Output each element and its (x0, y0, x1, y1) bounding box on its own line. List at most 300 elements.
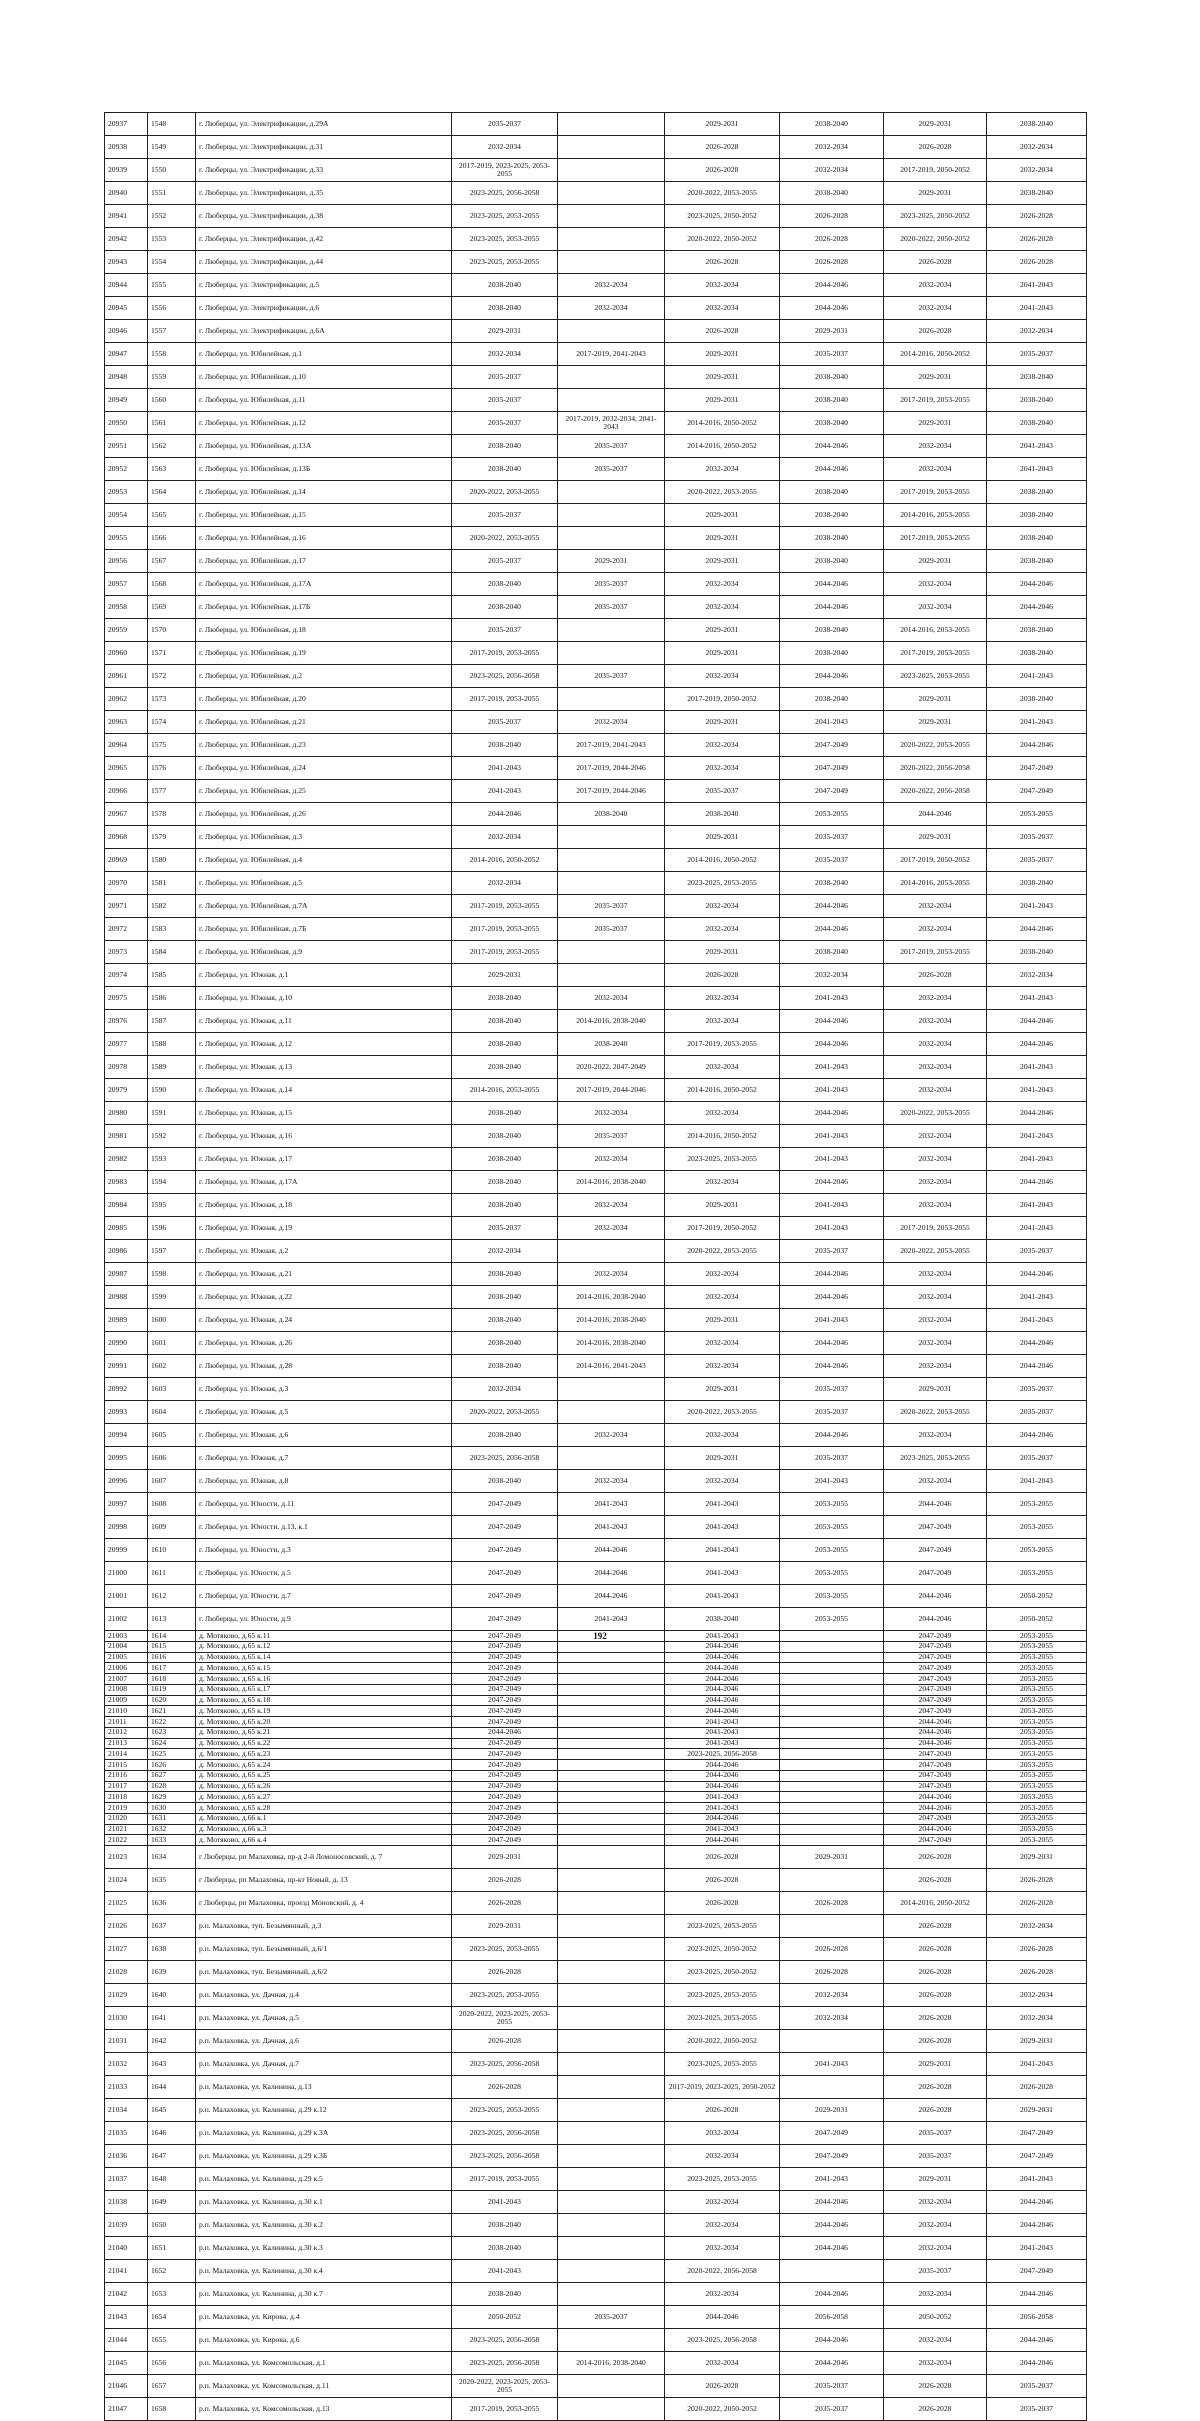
work-period-cell-1: 2047-2049 (452, 1738, 558, 1749)
work-period-cell-1: 2044-2046 (452, 1727, 558, 1738)
row-number-cell: 20993 (105, 1401, 148, 1424)
object-number-cell: 1612 (148, 1585, 196, 1608)
row-number-cell: 21024 (105, 1869, 148, 1892)
row-number-cell: 20970 (105, 872, 148, 895)
row-number-cell: 20982 (105, 1148, 148, 1171)
address-cell: г. Люберцы, ул. Южная, д.28 (196, 1355, 452, 1378)
address-cell: д. Мотяково, д.65 к.23 (196, 1749, 452, 1760)
work-period-cell-2: 2032-2034 (558, 1424, 665, 1447)
object-number-cell: 1563 (148, 458, 196, 481)
table-row (105, 1641, 1087, 1652)
work-period-cell-2 (558, 2168, 665, 2191)
work-period-cell-5: 2047-2049 (884, 1813, 987, 1824)
work-period-cell-2 (558, 1447, 665, 1470)
work-period-cell-6: 2053-2055 (987, 1539, 1087, 1562)
address-cell: р.п. Малаховка, ул. Калинина, д.29 к.5 (196, 2168, 452, 2191)
work-period-cell-3: 2041-2043 (665, 1516, 780, 1539)
row-number-cell: 21008 (105, 1684, 148, 1695)
work-period-cell-1: 2017-2019, 2053-2055 (452, 2168, 558, 2191)
row-number-cell: 20952 (105, 458, 148, 481)
work-period-cell-5: 2032-2034 (884, 1194, 987, 1217)
row-number-cell: 20953 (105, 481, 148, 504)
work-period-cell-3: 2032-2034 (665, 918, 780, 941)
work-period-cell-3: 2023-2025, 2050-2052 (665, 205, 780, 228)
work-period-cell-2: 2020-2022, 2047-2049 (558, 1056, 665, 1079)
address-cell: г. Люберцы, ул. Юбилейная, д.4 (196, 849, 452, 872)
object-number-cell: 1578 (148, 803, 196, 826)
address-cell: д. Мотяково, д.65 к.24 (196, 1760, 452, 1771)
table-row (105, 1961, 1087, 1984)
address-cell: г. Люберцы, ул. Электрификации, д.5 (196, 274, 452, 297)
work-period-cell-1: 2026-2028 (452, 1892, 558, 1915)
address-cell: г. Люберцы, ул. Юбилейная, д.21 (196, 711, 452, 734)
work-period-cell-2: 2014-2016, 2038-2040 (558, 1010, 665, 1033)
work-period-cell-2 (558, 1869, 665, 1892)
work-period-cell-6: 2041-2043 (987, 711, 1087, 734)
table-row (105, 734, 1087, 757)
work-period-cell-5: 2032-2034 (884, 1263, 987, 1286)
row-number-cell: 20969 (105, 849, 148, 872)
row-number-cell: 21042 (105, 2283, 148, 2306)
row-number-cell: 20938 (105, 136, 148, 159)
address-cell: г. Люберцы, ул. Юбилейная, д.7Б (196, 918, 452, 941)
work-period-cell-5: 2020-2022, 2050-2052 (884, 228, 987, 251)
work-period-cell-4 (780, 1749, 884, 1760)
work-period-cell-2 (558, 1240, 665, 1263)
work-period-cell-5: 2026-2028 (884, 2398, 987, 2421)
table-row (105, 826, 1087, 849)
work-period-cell-2 (558, 1813, 665, 1824)
work-period-cell-1: 2038-2040 (452, 2283, 558, 2306)
address-cell: г. Люберцы, ул. Юности, д.13, к.1 (196, 1516, 452, 1539)
work-period-cell-3: 2044-2046 (665, 1652, 780, 1663)
work-period-cell-3: 2032-2034 (665, 2352, 780, 2375)
row-number-cell: 20973 (105, 941, 148, 964)
address-cell: г. Люберцы, ул. Юбилейная, д.2 (196, 665, 452, 688)
work-period-cell-3: 2032-2034 (665, 1424, 780, 1447)
address-cell: г. Люберцы, ул. Юбилейная, д.25 (196, 780, 452, 803)
address-cell: г. Люберцы, ул. Юбилейная, д.19 (196, 642, 452, 665)
object-number-cell: 1556 (148, 297, 196, 320)
work-period-cell-5: 2032-2034 (884, 1056, 987, 1079)
work-period-cell-3: 2041-2043 (665, 1562, 780, 1585)
work-period-cell-3: 2020-2022, 2050-2052 (665, 228, 780, 251)
table-row (105, 1562, 1087, 1585)
address-cell: г. Люберцы, ул. Юбилейная, д.18 (196, 619, 452, 642)
work-period-cell-4: 2044-2046 (780, 665, 884, 688)
object-number-cell: 1593 (148, 1148, 196, 1171)
work-period-cell-1: 2047-2049 (452, 1792, 558, 1803)
table-row (105, 688, 1087, 711)
row-number-cell: 21026 (105, 1915, 148, 1938)
object-number-cell: 1586 (148, 987, 196, 1010)
address-cell: р.п. Малаховка, ул. Комсомольская, д.1 (196, 2352, 452, 2375)
object-number-cell: 1638 (148, 1938, 196, 1961)
address-cell: г. Люберцы, ул. Юности, д.5 (196, 1562, 452, 1585)
work-period-cell-6: 2041-2043 (987, 987, 1087, 1010)
address-cell: г. Люберцы, ул. Южная, д.3 (196, 1378, 452, 1401)
address-cell: г. Люберцы, ул. Юбилейная, д.26 (196, 803, 452, 826)
table-row (105, 2283, 1087, 2306)
object-number-cell: 1650 (148, 2214, 196, 2237)
table-row (105, 1447, 1087, 1470)
work-period-cell-1: 2035-2037 (452, 550, 558, 573)
address-cell: д. Мотяково, д.65 к.22 (196, 1738, 452, 1749)
work-period-cell-1: 2032-2034 (452, 872, 558, 895)
work-period-cell-5: 2017-2019, 2053-2055 (884, 642, 987, 665)
work-period-cell-4: 2044-2046 (780, 596, 884, 619)
work-period-cell-3: 2020-2022, 2053-2055 (665, 1240, 780, 1263)
work-period-cell-1: 2020-2022, 2053-2055 (452, 527, 558, 550)
address-cell: д. Мотяково, д.65 к.16 (196, 1674, 452, 1685)
address-cell: г. Люберцы, ул. Южная, д.17А (196, 1171, 452, 1194)
work-period-cell-4 (780, 1813, 884, 1824)
table-row (105, 2398, 1087, 2421)
table-row (105, 1516, 1087, 1539)
work-period-cell-6: 2041-2043 (987, 1125, 1087, 1148)
work-period-cell-6: 2044-2046 (987, 2283, 1087, 2306)
work-period-cell-5: 2032-2034 (884, 1355, 987, 1378)
work-period-cell-4 (780, 1835, 884, 1846)
work-period-cell-6: 2035-2037 (987, 1401, 1087, 1424)
address-cell: р.п. Малаховка, ул. Калинина, д.30 к.1 (196, 2191, 452, 2214)
row-number-cell: 20944 (105, 274, 148, 297)
object-number-cell: 1562 (148, 435, 196, 458)
work-period-cell-1: 2029-2031 (452, 964, 558, 987)
work-period-cell-3: 2029-2031 (665, 642, 780, 665)
work-period-cell-4: 2044-2046 (780, 2283, 884, 2306)
work-period-cell-6: 2053-2055 (987, 1749, 1087, 1760)
work-period-cell-5: 2032-2034 (884, 596, 987, 619)
work-period-cell-4: 2041-2043 (780, 987, 884, 1010)
object-number-cell: 1597 (148, 1240, 196, 1263)
work-period-cell-6: 2041-2043 (987, 665, 1087, 688)
work-period-cell-3: 2023-2025, 2053-2055 (665, 1915, 780, 1938)
table-row (105, 1194, 1087, 1217)
work-period-cell-3: 2023-2025, 2050-2052 (665, 1961, 780, 1984)
work-period-cell-3: 2032-2034 (665, 1056, 780, 1079)
work-period-cell-6: 2041-2043 (987, 895, 1087, 918)
table-row (105, 1493, 1087, 1516)
work-period-cell-3: 2017-2019, 2050-2052 (665, 688, 780, 711)
work-period-cell-6: 2044-2046 (987, 596, 1087, 619)
address-cell: г. Люберцы, ул. Южная, д.24 (196, 1309, 452, 1332)
table-row (105, 1738, 1087, 1749)
object-number-cell: 1658 (148, 2398, 196, 2421)
work-period-cell-4: 2038-2040 (780, 389, 884, 412)
table-row (105, 159, 1087, 182)
table-row (105, 458, 1087, 481)
work-period-cell-2 (558, 1781, 665, 1792)
work-period-cell-5: 2035-2037 (884, 2145, 987, 2168)
address-cell: г. Люберцы, ул. Южная, д.1 (196, 964, 452, 987)
row-number-cell: 20950 (105, 412, 148, 435)
work-period-cell-4: 2053-2055 (780, 1608, 884, 1631)
address-cell: г. Люберцы, ул. Южная, д.14 (196, 1079, 452, 1102)
address-cell: г. Люберцы, ул. Южная, д.21 (196, 1263, 452, 1286)
work-period-cell-3: 2017-2019, 2050-2052 (665, 1217, 780, 1240)
work-period-cell-3: 2014-2016, 2050-2052 (665, 1125, 780, 1148)
work-period-cell-5: 2044-2046 (884, 1803, 987, 1814)
work-period-cell-1: 2038-2040 (452, 1355, 558, 1378)
work-period-cell-3: 2029-2031 (665, 113, 780, 136)
table-row (105, 1286, 1087, 1309)
address-cell: г. Люберцы, ул. Юности, д.3 (196, 1539, 452, 1562)
work-period-cell-4: 2035-2037 (780, 1447, 884, 1470)
work-period-cell-2: 2017-2019, 2044-2046 (558, 780, 665, 803)
work-period-cell-6: 2041-2043 (987, 1194, 1087, 1217)
object-number-cell: 1655 (148, 2329, 196, 2352)
work-period-cell-4: 2047-2049 (780, 2122, 884, 2145)
work-period-cell-4: 2044-2046 (780, 573, 884, 596)
table-row (105, 2375, 1087, 2398)
work-period-cell-5: 2026-2028 (884, 964, 987, 987)
row-number-cell: 21013 (105, 1738, 148, 1749)
work-period-cell-6: 2026-2028 (987, 251, 1087, 274)
work-period-cell-1: 2017-2019, 2053-2055 (452, 895, 558, 918)
work-period-cell-3: 2023-2025, 2056-2058 (665, 2329, 780, 2352)
work-period-cell-6: 2038-2040 (987, 412, 1087, 435)
work-period-cell-2 (558, 251, 665, 274)
work-period-cell-5: 2026-2028 (884, 251, 987, 274)
work-period-cell-2 (558, 527, 665, 550)
row-number-cell: 20957 (105, 573, 148, 596)
work-period-cell-4: 2038-2040 (780, 481, 884, 504)
work-period-cell-1: 2038-2040 (452, 1102, 558, 1125)
work-period-cell-2: 2032-2034 (558, 1217, 665, 1240)
work-period-cell-4 (780, 1803, 884, 1814)
row-number-cell: 21031 (105, 2030, 148, 2053)
work-period-cell-6: 2053-2055 (987, 1684, 1087, 1695)
work-period-cell-3: 2044-2046 (665, 1835, 780, 1846)
work-period-cell-5: 2032-2034 (884, 895, 987, 918)
work-period-cell-4: 2053-2055 (780, 1562, 884, 1585)
work-period-cell-5: 2020-2022, 2053-2055 (884, 1401, 987, 1424)
table-row (105, 1706, 1087, 1717)
work-period-cell-5: 2014-2016, 2053-2055 (884, 504, 987, 527)
work-period-cell-3: 2044-2046 (665, 1781, 780, 1792)
row-number-cell: 20972 (105, 918, 148, 941)
work-period-cell-4: 2047-2049 (780, 757, 884, 780)
address-cell: г. Люберцы, ул. Южная, д.7 (196, 1447, 452, 1470)
work-period-cell-5: 2017-2019, 2053-2055 (884, 527, 987, 550)
work-period-cell-2: 2032-2034 (558, 987, 665, 1010)
work-period-cell-6: 2044-2046 (987, 1424, 1087, 1447)
work-period-cell-2: 2032-2034 (558, 1148, 665, 1171)
work-period-cell-6: 2035-2037 (987, 849, 1087, 872)
address-cell: р.п. Малаховка, ул. Комсомольская, д.11 (196, 2375, 452, 2398)
table-row (105, 1355, 1087, 1378)
work-period-cell-3: 2032-2034 (665, 734, 780, 757)
address-cell: г. Люберцы, ул. Южная, д.6 (196, 1424, 452, 1447)
work-period-cell-3: 2032-2034 (665, 1470, 780, 1493)
work-period-cell-3: 2032-2034 (665, 757, 780, 780)
work-period-cell-5: 2026-2028 (884, 2076, 987, 2099)
table-row (105, 527, 1087, 550)
work-period-cell-2: 2017-2019, 2041-2043 (558, 343, 665, 366)
work-period-cell-6: 2047-2049 (987, 2145, 1087, 2168)
address-cell: г. Люберцы, ул. Электрификации, д.6А (196, 320, 452, 343)
table-row (105, 964, 1087, 987)
document-page (104, 112, 1086, 2421)
work-period-cell-3: 2029-2031 (665, 366, 780, 389)
work-period-cell-6: 2050-2052 (987, 1585, 1087, 1608)
work-period-cell-1: 2047-2049 (452, 1663, 558, 1674)
address-cell: д. Мотяково, д.65 к.25 (196, 1770, 452, 1781)
object-number-cell: 1643 (148, 2053, 196, 2076)
table-row (105, 1309, 1087, 1332)
address-cell: д. Мотяково, д.65 к.12 (196, 1641, 452, 1652)
table-body (105, 113, 1087, 2421)
work-period-cell-2: 2017-2019, 2044-2046 (558, 757, 665, 780)
work-period-cell-2 (558, 642, 665, 665)
work-period-cell-5: 2029-2031 (884, 182, 987, 205)
work-period-cell-6: 2044-2046 (987, 1355, 1087, 1378)
table-row (105, 1332, 1087, 1355)
object-number-cell: 1620 (148, 1695, 196, 1706)
address-cell: г. Люберцы, ул. Южная, д.22 (196, 1286, 452, 1309)
work-period-cell-3: 2044-2046 (665, 1770, 780, 1781)
table-row (105, 1539, 1087, 1562)
work-period-cell-4: 2041-2043 (780, 1148, 884, 1171)
object-number-cell: 1637 (148, 1915, 196, 1938)
work-period-cell-1: 2026-2028 (452, 2076, 558, 2099)
object-number-cell: 1591 (148, 1102, 196, 1125)
work-period-cell-4: 2047-2049 (780, 780, 884, 803)
work-period-cell-3: 2026-2028 (665, 1892, 780, 1915)
table-row (105, 1608, 1087, 1631)
table-row (105, 1652, 1087, 1663)
work-period-cell-1: 2047-2049 (452, 1608, 558, 1631)
address-cell: р.п. Малаховка, ул. Дачная, д.5 (196, 2007, 452, 2030)
work-period-cell-5: 2017-2019, 2053-2055 (884, 389, 987, 412)
object-number-cell: 1602 (148, 1355, 196, 1378)
work-period-cell-1: 2047-2049 (452, 1516, 558, 1539)
work-period-cell-6: 2050-2052 (987, 1608, 1087, 1631)
address-cell: р.п. Малаховка, ул. Калинина, д.29 к.12 (196, 2099, 452, 2122)
work-period-cell-2 (558, 1717, 665, 1728)
work-period-cell-5: 2047-2049 (884, 1835, 987, 1846)
work-period-cell-2 (558, 136, 665, 159)
work-period-cell-5: 2044-2046 (884, 1608, 987, 1631)
work-period-cell-2 (558, 872, 665, 895)
work-period-cell-1: 2047-2049 (452, 1824, 558, 1835)
work-period-cell-1: 2023-2025, 2053-2055 (452, 205, 558, 228)
work-period-cell-4 (780, 1738, 884, 1749)
row-number-cell: 20985 (105, 1217, 148, 1240)
work-period-cell-1: 2032-2034 (452, 136, 558, 159)
work-period-cell-2 (558, 2122, 665, 2145)
work-period-cell-1: 2023-2025, 2056-2058 (452, 665, 558, 688)
table-row (105, 2214, 1087, 2237)
work-period-cell-2 (558, 504, 665, 527)
work-period-cell-1: 2041-2043 (452, 757, 558, 780)
work-period-cell-4: 2038-2040 (780, 550, 884, 573)
work-period-cell-4 (780, 1781, 884, 1792)
work-period-cell-2 (558, 2375, 665, 2398)
work-period-cell-4: 2053-2055 (780, 1539, 884, 1562)
object-number-cell: 1626 (148, 1760, 196, 1771)
work-period-cell-5: 2032-2034 (884, 918, 987, 941)
work-period-cell-5: 2032-2034 (884, 2329, 987, 2352)
work-period-cell-2 (558, 159, 665, 182)
work-period-cell-6: 2035-2037 (987, 1240, 1087, 1263)
work-period-cell-2 (558, 2237, 665, 2260)
address-cell: р.п. Малаховка, туп. Безымянный, д.3 (196, 1915, 452, 1938)
object-number-cell: 1592 (148, 1125, 196, 1148)
work-period-cell-3: 2017-2019, 2053-2055 (665, 1033, 780, 1056)
work-period-cell-2 (558, 2007, 665, 2030)
work-period-cell-5: 2044-2046 (884, 1824, 987, 1835)
work-period-cell-3: 2026-2028 (665, 320, 780, 343)
work-period-cell-6: 2053-2055 (987, 1781, 1087, 1792)
address-cell: р.п. Малаховка, ул. Калинина, д.13 (196, 2076, 452, 2099)
address-cell: г. Люберцы, ул. Юбилейная, д.7А (196, 895, 452, 918)
work-period-cell-2: 2014-2016, 2038-2040 (558, 1171, 665, 1194)
work-period-cell-5: 2032-2034 (884, 1125, 987, 1148)
work-period-cell-2 (558, 1792, 665, 1803)
work-period-cell-5: 2026-2028 (884, 1915, 987, 1938)
work-period-cell-5: 2026-2028 (884, 1984, 987, 2007)
work-period-cell-5: 2047-2049 (884, 1652, 987, 1663)
object-number-cell: 1635 (148, 1869, 196, 1892)
work-period-cell-1: 2029-2031 (452, 1915, 558, 1938)
work-period-cell-4: 2041-2043 (780, 2168, 884, 2191)
work-period-cell-2 (558, 1641, 665, 1652)
row-number-cell: 20989 (105, 1309, 148, 1332)
object-number-cell: 1573 (148, 688, 196, 711)
row-number-cell: 20943 (105, 251, 148, 274)
object-number-cell: 1617 (148, 1663, 196, 1674)
work-period-cell-6: 2053-2055 (987, 803, 1087, 826)
row-number-cell: 20997 (105, 1493, 148, 1516)
work-period-cell-3: 2023-2025, 2053-2055 (665, 1148, 780, 1171)
work-period-cell-3: 2020-2022, 2053-2055 (665, 1401, 780, 1424)
work-period-cell-3: 2029-2031 (665, 1309, 780, 1332)
work-period-cell-6: 2041-2043 (987, 1056, 1087, 1079)
table-row (105, 1663, 1087, 1674)
table-row (105, 1938, 1087, 1961)
address-cell: г. Люберцы, ул. Электрификации, д.35 (196, 182, 452, 205)
work-period-cell-4: 2053-2055 (780, 803, 884, 826)
work-period-cell-6: 2035-2037 (987, 826, 1087, 849)
work-period-cell-1: 2023-2025, 2056-2058 (452, 2145, 558, 2168)
work-period-cell-5: 2047-2049 (884, 1641, 987, 1652)
address-cell: д. Мотяково, д.65 к.19 (196, 1706, 452, 1717)
row-number-cell: 21021 (105, 1824, 148, 1835)
address-cell: р.п. Малаховка, ул. Калинина, д.29 к.3А (196, 2122, 452, 2145)
work-period-cell-5: 2032-2034 (884, 987, 987, 1010)
object-number-cell: 1588 (148, 1033, 196, 1056)
work-period-cell-4: 2041-2043 (780, 711, 884, 734)
work-period-cell-6: 2044-2046 (987, 2191, 1087, 2214)
row-number-cell: 20992 (105, 1378, 148, 1401)
work-period-cell-6: 2053-2055 (987, 1695, 1087, 1706)
work-period-cell-3: 2035-2037 (665, 780, 780, 803)
work-period-cell-3: 2044-2046 (665, 1813, 780, 1824)
work-period-cell-6: 2035-2037 (987, 1447, 1087, 1470)
work-period-cell-5: 2017-2019, 2050-2052 (884, 849, 987, 872)
row-number-cell: 20946 (105, 320, 148, 343)
work-period-cell-5: 2032-2034 (884, 2352, 987, 2375)
row-number-cell: 21010 (105, 1706, 148, 1717)
object-number-cell: 1561 (148, 412, 196, 435)
address-cell: г. Люберцы, ул. Юбилейная, д.17 (196, 550, 452, 573)
work-period-cell-4: 2044-2046 (780, 1424, 884, 1447)
table-row (105, 2168, 1087, 2191)
work-period-cell-3: 2044-2046 (665, 1684, 780, 1695)
work-period-cell-2: 2017-2019, 2041-2043 (558, 734, 665, 757)
